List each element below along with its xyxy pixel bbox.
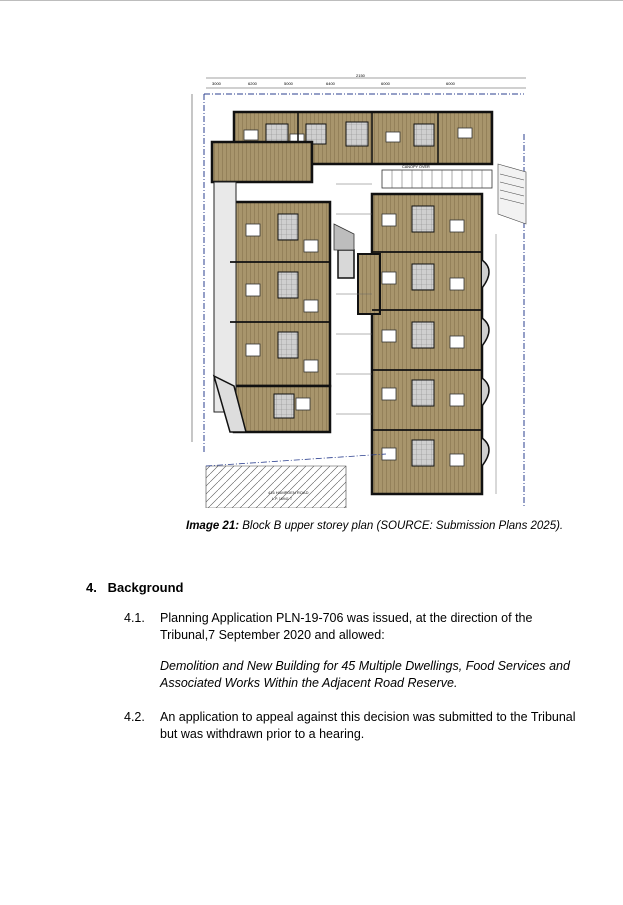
dim-3: 5000 [284, 81, 293, 86]
dim-top-total: 2150 [356, 74, 365, 78]
section-heading [86, 580, 183, 595]
paragraph-number: 4.2. [124, 710, 145, 724]
lot-label: L.P. 18941 T [272, 497, 293, 501]
caption-text: Block B upper storey plan (SOURCE: Submission Plans 2025). [239, 520, 564, 532]
dim-1: 3000 [212, 81, 221, 86]
figure-caption [186, 520, 566, 532]
caption-label: Image 21: [186, 520, 240, 532]
page-top-border [0, 0, 623, 1]
section-title: Background [107, 580, 184, 595]
canopy-label: CANOPY OVER [402, 165, 430, 169]
section-number: 4. [86, 580, 97, 595]
street-label: 416 HAMPDEN ROAD [268, 490, 309, 495]
paragraph-text: Planning Application PLN-19-706 was issued, at the direction of the Tribunal,7 September 2020 and allowed: [160, 611, 533, 642]
floor-plan-figure [186, 74, 528, 508]
dim-2: 6200 [248, 81, 257, 86]
floor-plan-drawing [186, 74, 528, 508]
quoted-description: Demolition and New Building for 45 Multiple Dwellings, Food Services and Associated Works Within the Adjacent Road Reserve. [160, 659, 570, 690]
paragraph-number: 4.1. [124, 611, 145, 625]
dim-5: 6000 [381, 81, 390, 86]
dim-6: 6000 [446, 81, 455, 86]
paragraph-text: An application to appeal against this decision was submitted to the Tribunal but was withdrawn prior to a hearing. [160, 710, 576, 741]
dim-4: 6400 [326, 81, 335, 86]
